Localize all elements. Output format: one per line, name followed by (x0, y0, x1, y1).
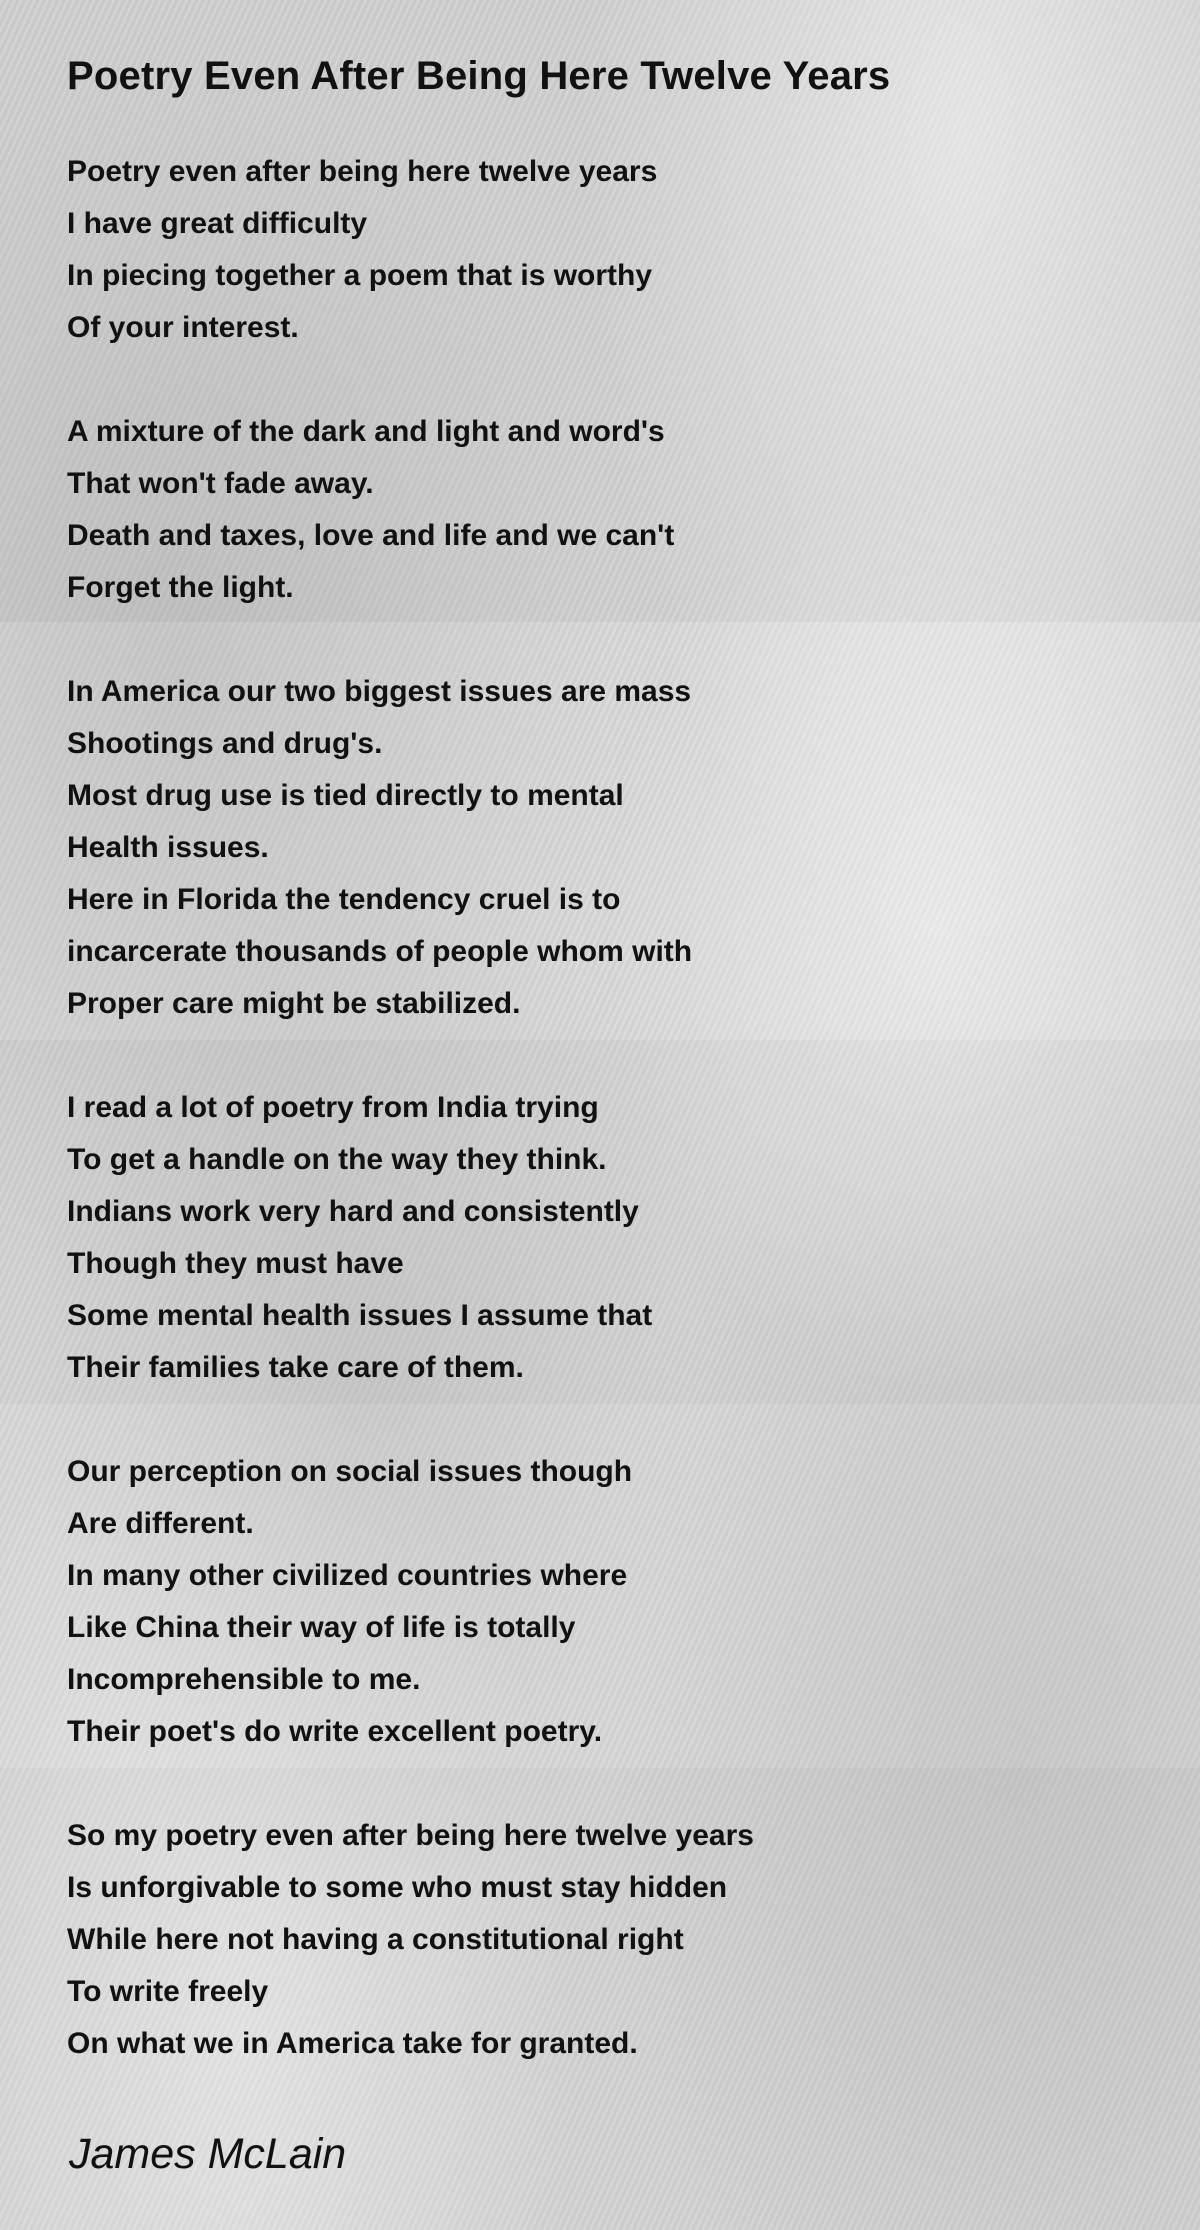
poem-line: Forget the light. (67, 571, 294, 604)
stanza-1 (67, 146, 1147, 354)
poem-line: Here in Florida the tendency cruel is to (67, 883, 621, 916)
poem-line: Is unforgivable to some who must stay hidden (67, 1871, 728, 1904)
poem-line: Incomprehensible to me. (67, 1663, 421, 1696)
poem-line: Are different. (67, 1507, 254, 1540)
poem-line: Though they must have (67, 1247, 404, 1280)
poem-title: Poetry Even After Being Here Twelve Years (67, 54, 891, 98)
poem-line: Their poet's do write excellent poetry. (67, 1715, 603, 1748)
poem-line: In piecing together a poem that is worthy (67, 259, 653, 292)
stanza-6 (67, 1810, 1147, 2070)
poem-line: Indians work very hard and consistently (67, 1195, 639, 1228)
poem-line: Death and taxes, love and life and we can't (67, 519, 675, 552)
stanza-3 (67, 666, 1147, 1030)
poem-line: Poetry even after being here twelve years (67, 155, 658, 188)
poem-line: Our perception on social issues though (67, 1455, 633, 1488)
poem-line: Shootings and drug's. (67, 727, 383, 760)
poem-line: Of your interest. (67, 311, 299, 344)
poem-line: To get a handle on the way they think. (67, 1143, 607, 1176)
poem-line: That won't fade away. (67, 467, 374, 500)
poem-line: Like China their way of life is totally (67, 1611, 576, 1644)
poem-line: I read a lot of poetry from India trying (67, 1091, 599, 1124)
poem-line: A mixture of the dark and light and word's (67, 415, 665, 448)
poem-line: On what we in America take for granted. (67, 2027, 638, 2060)
poem-line: incarcerate thousands of people whom with (67, 935, 693, 968)
poem-line: So my poetry even after being here twelve years (67, 1819, 754, 1852)
poem-line: I have great difficulty (67, 207, 368, 240)
poem-line: Most drug use is tied directly to mental (67, 779, 624, 812)
stanza-2 (67, 406, 1147, 614)
poem-line: Proper care might be stabilized. (67, 987, 521, 1020)
poem-line: To write freely (67, 1975, 269, 2008)
poem-line: Their families take care of them. (67, 1351, 524, 1384)
poem-line: Some mental health issues I assume that (67, 1299, 653, 1332)
stanza-4 (67, 1082, 1147, 1394)
poem-body (67, 146, 1147, 2070)
poem-card (67, 48, 1147, 2122)
stanza-5 (67, 1446, 1147, 1758)
poem-line: While here not having a constitutional right (67, 1923, 684, 1956)
poem-line: Health issues. (67, 831, 269, 864)
poem-line: In many other civilized countries where (67, 1559, 628, 1592)
poem-author: James McLain (69, 2130, 347, 2178)
poem-line: In America our two biggest issues are mass (67, 675, 692, 708)
